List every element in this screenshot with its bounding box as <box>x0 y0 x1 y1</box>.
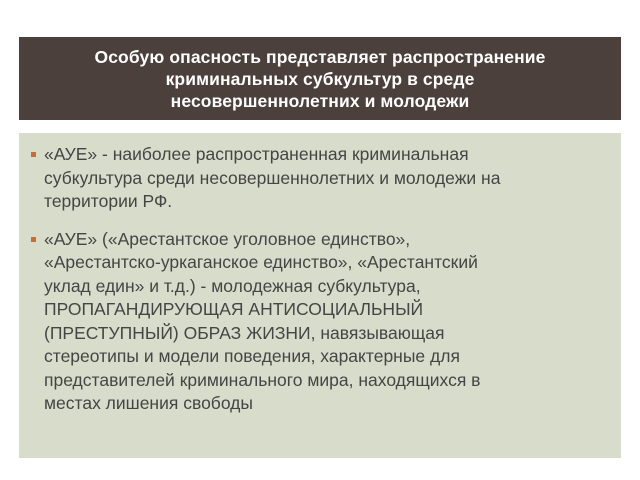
slide-title <box>73 46 568 112</box>
bullet-line: субкультура среди несовершеннолетних и молодежи на <box>44 167 501 188</box>
bullet-line: местах лишения свободы <box>44 393 253 413</box>
bullet-line: территории РФ. <box>44 191 173 211</box>
title-line: криминальных субкультур в среде <box>165 68 475 89</box>
slide <box>19 37 621 458</box>
title-line: Особую опасность представляет распространение <box>94 46 546 67</box>
content-panel <box>19 133 621 458</box>
bullet-item <box>31 143 601 214</box>
bullet-line: уклад един» и т.д.) - молодежная субкультура, <box>44 275 421 296</box>
square-bullet-icon <box>31 152 36 157</box>
bullet-line: стереотипы и модели поведения, характерные для <box>44 346 460 366</box>
bullet-line: «АУЕ» («Арестантское уголовное единство», <box>44 228 411 249</box>
bullet-line: (ПРЕСТУПНЫЙ) ОБРАЗ ЖИЗНИ, навязывающая <box>44 322 445 343</box>
bullet-line: «АУЕ» - наиболее распространенная криминальная <box>44 144 469 164</box>
square-bullet-icon <box>31 237 36 242</box>
bullet-line: «Арестантско-уркаганское единство», «Арестантский <box>44 252 478 272</box>
title-bar <box>19 37 621 120</box>
title-line: несовершеннолетних и молодежи <box>170 90 470 111</box>
bullet-list <box>19 133 621 416</box>
bullet-item <box>31 228 601 416</box>
bullet-line: представителей криминального мира, находящихся в <box>44 369 481 390</box>
bullet-line: ПРОПАГАНДИРУЮЩАЯ АНТИСОЦИАЛЬНЫЙ <box>44 299 424 319</box>
